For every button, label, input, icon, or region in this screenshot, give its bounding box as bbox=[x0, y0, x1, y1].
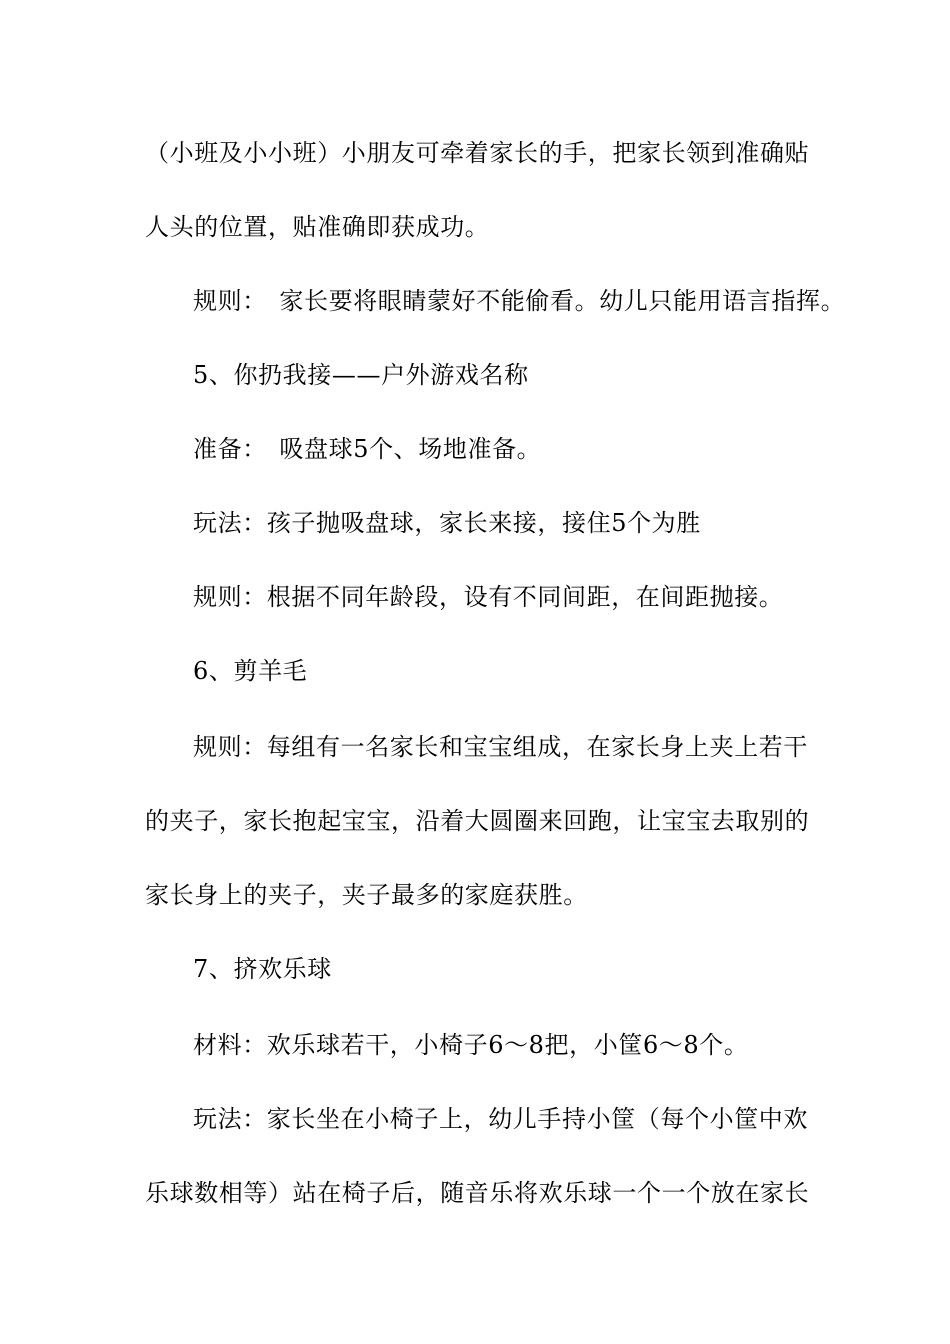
preparation-line: 准备： 吸盘球5个、场地准备。 bbox=[193, 435, 542, 463]
section-heading: 6、剪羊毛 bbox=[193, 657, 308, 685]
gameplay-line: 玩法：孩子抛吸盘球，家长来接，接住5个为胜 bbox=[193, 509, 701, 537]
materials-line: 材料：欢乐球若干，小椅子6～8把，小筐6～8个。 bbox=[193, 1031, 749, 1059]
rule-line: 规则：根据不同年龄段，设有不同间距，在间距抛接。 bbox=[193, 583, 784, 611]
paragraph-line: （小班及小小班）小朋友可牵着家长的手，把家长领到准确贴 bbox=[145, 139, 810, 167]
paragraph-line: 的夹子，家长抱起宝宝，沿着大圆圈来回跑，让宝宝去取别的 bbox=[145, 807, 810, 835]
section-heading: 7、挤欢乐球 bbox=[193, 955, 332, 983]
rule-line: 规则：每组有一名家长和宝宝组成，在家长身上夹上若干 bbox=[193, 733, 808, 761]
rule-line: 规则： 家长要将眼睛蒙好不能偷看。幼儿只能用语言指挥。 bbox=[193, 287, 846, 315]
section-heading: 5、你扔我接——户外游戏名称 bbox=[193, 361, 529, 389]
paragraph-line: 家长身上的夹子，夹子最多的家庭获胜。 bbox=[145, 881, 588, 909]
gameplay-line: 玩法：家长坐在小椅子上，幼儿手持小筐（每个小筐中欢 bbox=[193, 1105, 808, 1133]
paragraph-line: 乐球数相等）站在椅子后，随音乐将欢乐球一个一个放在家长 bbox=[145, 1179, 810, 1207]
paragraph-line: 人头的位置，贴准确即获成功。 bbox=[145, 213, 490, 241]
